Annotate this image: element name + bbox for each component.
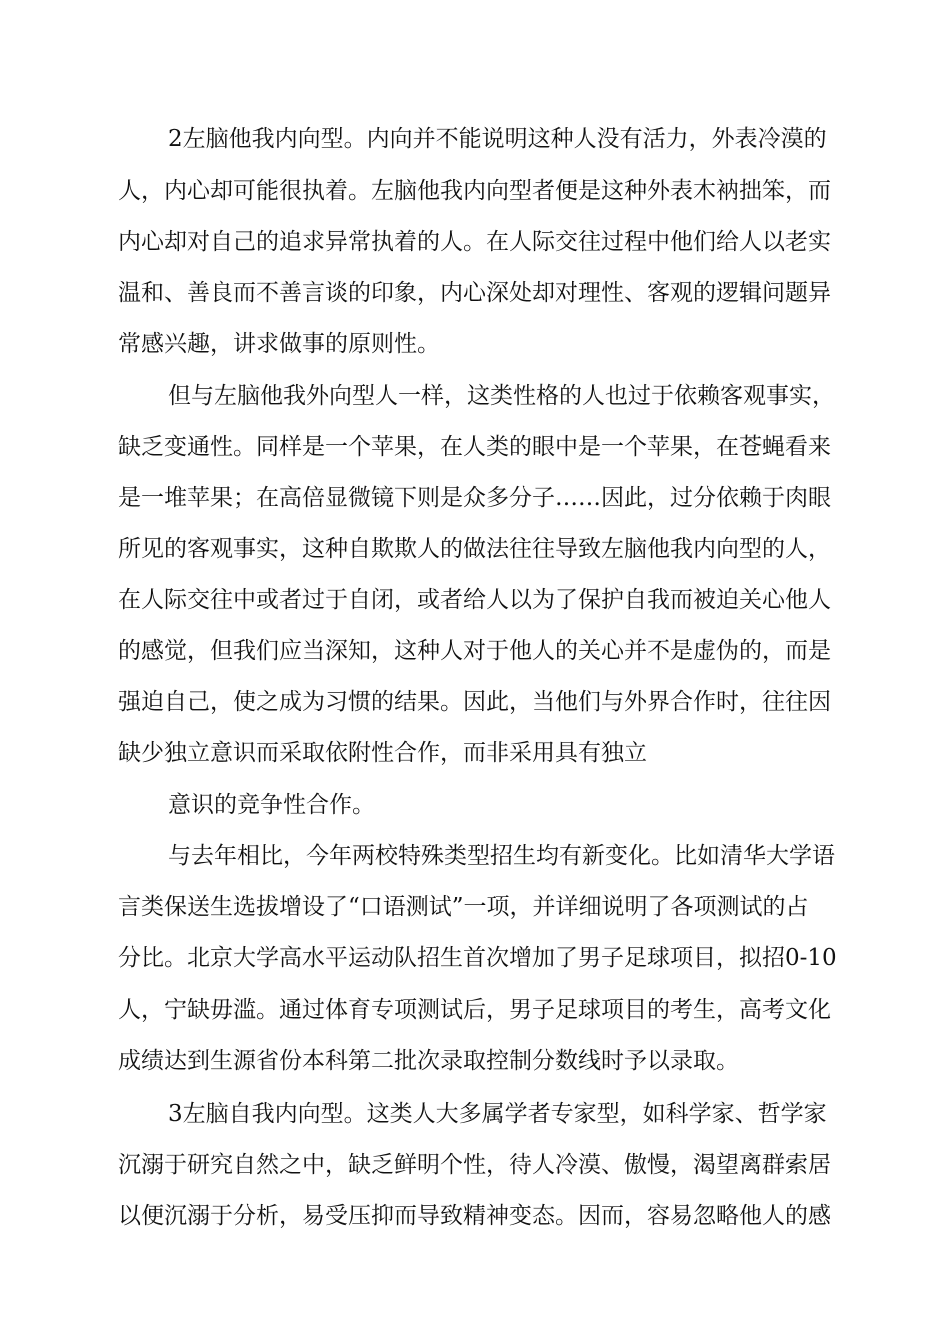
paragraph-line: 温和、善良而不善言谈的印象，内心深处却对理性、客观的逻辑问题异	[118, 280, 831, 306]
paragraph-line: 的感觉，但我们应当深知，这种人对于他人的关心并不是虚伪的，而是	[118, 638, 831, 664]
paragraph-line: 人，宁缺毋滥。通过体育专项测试后，男子足球项目的考生，高考文化	[118, 997, 831, 1023]
paragraph-line: 强迫自己，使之成为习惯的结果。因此，当他们与外界合作时，往往因	[118, 689, 831, 715]
paragraph-line: 人，内心却可能很执着。左脑他我内向型者便是这种外表木衲拙笨，而	[118, 178, 831, 204]
paragraph-line: 言类保送生选拔增设了“口语测试”一项，并详细说明了各项测试的占	[118, 894, 809, 920]
paragraph-line: 2左脑他我内向型。内向并不能说明这种人没有活力，外表冷漠的	[168, 126, 827, 152]
paragraph-line: 但与左脑他我外向型人一样，这类性格的人也过于依赖客观事实，	[168, 383, 835, 409]
paragraph-line: 以便沉溺于分析，易受压抑而导致精神变态。因而，容易忽略他人的感	[118, 1203, 831, 1229]
paragraph-line: 常感兴趣，讲求做事的原则性。	[118, 331, 440, 357]
paragraph-line: 沉溺于研究自然之中，缺乏鲜明个性，待人冷漠、傲慢，渴望离群索居	[118, 1152, 831, 1178]
paragraph-line: 3左脑自我内向型。这类人大多属学者专家型，如科学家、哲学家	[168, 1101, 827, 1127]
paragraph-line: 内心却对自己的追求异常执着的人。在人际交往过程中他们给人以老实	[118, 229, 831, 255]
paragraph-line: 意识的竞争性合作。	[168, 792, 375, 818]
paragraph-line: 在人际交往中或者过于自闭，或者给人以为了保护自我而被迫关心他人	[118, 587, 831, 613]
paragraph-line: 是一堆苹果；在高倍显微镜下则是众多分子……因此，过分依赖于肉眼	[118, 485, 831, 511]
paragraph-line: 分比。北京大学高水平运动队招生首次增加了男子足球项目，拟招0-10	[118, 945, 837, 971]
paragraph-line: 所见的客观事实，这种自欺欺人的做法往往导致左脑他我内向型的人，	[118, 536, 831, 562]
paragraph-line: 缺乏变通性。同样是一个苹果，在人类的眼中是一个苹果，在苍蝇看来	[118, 434, 831, 460]
paragraph-line: 缺少独立意识而采取依附性合作，而非采用具有独立	[118, 740, 647, 766]
paragraph-line: 与去年相比，今年两校特殊类型招生均有新变化。比如清华大学语	[168, 843, 835, 869]
paragraph-line: 成绩达到生源省份本科第二批次录取控制分数线时予以录取。	[118, 1048, 739, 1074]
